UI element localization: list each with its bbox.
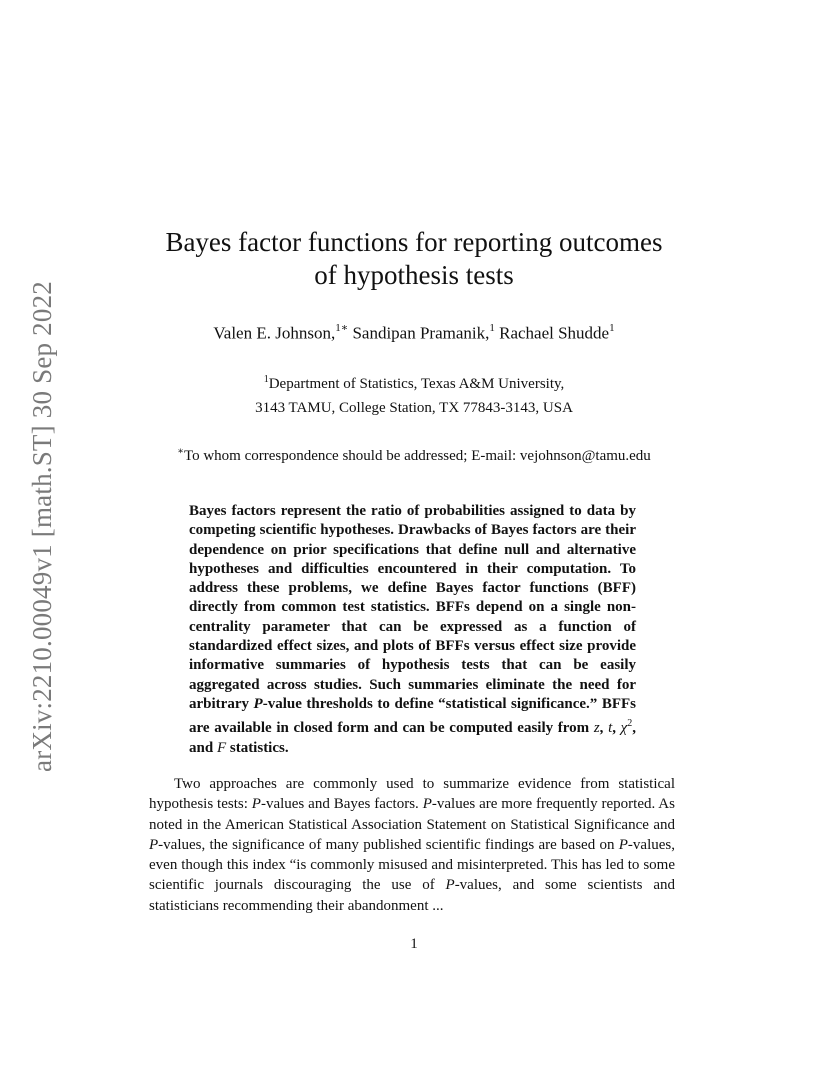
affiliation (130, 368, 698, 420)
abstract-f-symbol: F (216, 739, 227, 756)
intro-text-1: Two approaches are commonly used to summarize evidence from statistical hypothesis tests: (149, 776, 675, 813)
affiliation-line-1 (130, 368, 698, 396)
author-3-mark: 1 (609, 322, 615, 334)
abstract-text-1: Bayes factors represent the ratio of probabilities assigned to data by competing scientific hypotheses. Drawbacks of Bayes factors are their dependence on prior specifications that define null and alternative hypotheses and difficulties encountered in their computation. To address these problems, we define Bayes factor functions (BFF) directly from common test statistics. BFFs depend on a single non-centrality parameter that can be expressed as a function of standardized effect sizes, and plots of BFFs versus effect size provide informative summaries of hypothesis tests that can be easily aggregated across studies. Such summaries eliminate the need for arbitrary (189, 503, 636, 712)
affiliation-line-2: 3143 TAMU, College Station, TX 77843-3143, USA (255, 400, 573, 416)
abstract-text-2: -value thresholds to define “statistical significance.” BFFs are available in closed form and can be computed easily from (189, 695, 636, 737)
intro-text-4: -values, the significance of many published scientific findings are based on (158, 836, 619, 853)
page-number: 1 (410, 936, 418, 952)
abstract-comma-1: , (599, 720, 609, 737)
affiliation-dept: Department of Statistics, Texas A&M University, (268, 376, 565, 392)
intro-p-symbol-4: P (618, 836, 628, 853)
correspondence-note (110, 442, 718, 466)
intro-p-symbol-2: P (422, 796, 432, 813)
author-3-name: Rachael Shudde (499, 323, 610, 343)
title-line-1: Bayes factor functions for reporting outcomes (165, 227, 663, 257)
intro-p-symbol-1: P (251, 796, 261, 813)
arxiv-sidebar-stamp (2, 276, 82, 776)
abstract-chi-symbol: χ (620, 720, 628, 737)
intro-p-symbol-3: P (149, 836, 159, 853)
author-2-name: Sandipan Pramanik, (352, 323, 490, 343)
abstract-chi-superscript: 2 (627, 718, 633, 730)
paper-title (130, 226, 698, 292)
abstract-and: , and (189, 720, 636, 756)
abstract-t-symbol: t (608, 720, 613, 737)
intro-text-2: -values and Bayes factors. (260, 796, 423, 813)
author-2-mark: 1 (489, 322, 495, 334)
author-1-name: Valen E. Johnson, (213, 323, 336, 343)
intro-text-6: -values, and some scientists and statisticians recommending their abandonment ... (149, 877, 675, 914)
intro-paragraph (149, 774, 675, 916)
affiliation-mark: 1 (263, 374, 269, 385)
author-1-mark: 1∗ (335, 322, 349, 334)
arxiv-identifier: arXiv:2210.00049v1 [math.ST] 30 Sep 2022 (26, 280, 57, 772)
abstract-p-symbol: P (253, 695, 263, 712)
abstract-text-end: statistics. (226, 739, 289, 756)
abstract-comma-2: , (612, 720, 621, 737)
title-line-2: of hypothesis tests (314, 260, 514, 290)
correspondence-text: To whom correspondence should be addressed; E-mail: vejohnson@tamu.edu (183, 448, 651, 464)
abstract-z-symbol: z (593, 720, 600, 737)
intro-text-5: -values, even though this index “is commonly misused and misinterpreted. This has led to some scientific journals discouraging the use of (149, 836, 675, 894)
intro-text-3: -values are more frequently reported. As noted in the American Statistical Association Statement on Statistical Significance and (149, 796, 675, 833)
abstract (189, 502, 636, 758)
correspondence-mark: ∗ (177, 446, 184, 457)
intro-p-symbol-5: P (445, 877, 455, 894)
author-list (130, 318, 698, 345)
